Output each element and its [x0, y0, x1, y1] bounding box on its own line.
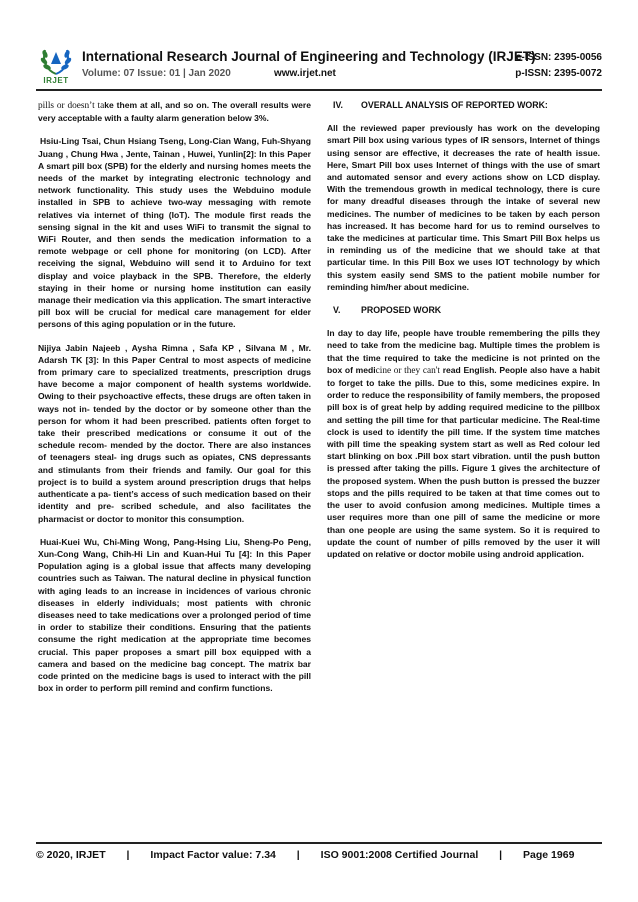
footer-separator: | [126, 849, 130, 861]
section-iv-text: All the reviewed paper previously has work on the developing smart Pill box using various types of IR sensors, Internet of things using sensor are effective, it decreases the rate of health issue. Here, Smart Pill box uses Internet of things with the use of smart and automated sensor and every actions show on LCD display. With the tremendous growth in medical technology, there is cure for many dreadful diseases through the intake of several new medicines. The number of medicines to be taken by each person has increased. It has become hard for us to remind ourselves to take the medicines at particular time. This Smart Pill Box helps us in reminding us of the medicine that we should take at that particular time. In this Pill Box we uses IOT technology by which this system easily send SMS to the patient mobile number for reminding him/her about medicine. [327, 123, 600, 292]
iso-certification: ISO 9001:2008 Certified Journal [320, 849, 479, 861]
section-v-text: In day to day life, people have trouble remembering the pills they need to take from the medicine bag. Multiple times the problem is that the time required to take the medicine is not printed on the box of medicine or they can't read English. People also have a habit to forget to take the pills. Due to this, some medicines expire. In order to reduce the responsibility of family members, the proposed pill box is of great help by adding required medicine to the pillbox and setting the pill time for that particular medicine. The Real-time clock is used to identify the pill time. If the system time matches with pill time the speaking system start as well as Red colour led start blinking on box .Pill box start vibration. until the push button is pressed after taking the pills. Figure 1 gives the architecture of the proposed system. When the push button is pressed the buzzer stops and the pills required to be taken at that time comes out to the user to avoid confusion among medicines. Multiple times a user requires more than one pill of same the medicine or more than one people are using the same system. So it is required to update the count of number of pills removed by the user it will updated on relative or doctor mobile using android application. [327, 328, 600, 559]
paragraph-ref-4: Huai-Kuei Wu, Chi-Ming Wong, Pang-Hsing Liu, Sheng-Po Peng, Xun-Cong Wang, Chih-Hi Lin and Kuan-Hui Tu [4]: In this Paper Population aging is a global issue that affects many developing countries such as Taiwan. The natural decline in physical function with aging leads to an increase in incidences of various chronic diseases in elderly individuals; most patients with chronic diseases need to take medications over a prolonged period of time in order to stabilize their conditions. Ensuring that the patients consume the right medication at the appropriate time becomes crucial. This paper proposes a smart pill box equipped with a camera and based on the medicine bag concept. The matrix bar code printed on the medicine bags is used to interact with the pill box in order to perform pill remind and confirm functions. [38, 536, 311, 694]
impact-factor: Impact Factor value: 7.34 [150, 849, 276, 861]
paragraph-continuation: pills or doesn’t take them at all, and so on. The overall results were very acceptable with a faulty alarm generation below 3%. [38, 100, 311, 124]
logo-text: IRJET [43, 76, 69, 85]
e-issn: e-ISSN: 2395-0056 [515, 52, 602, 63]
volume-issue: Volume: 07 Issue: 01 | Jan 2020 [82, 68, 231, 79]
irjet-logo [36, 44, 76, 86]
copyright: © 2020, IRJET [36, 849, 106, 861]
footer-separator: | [499, 849, 503, 861]
section-heading-v: V. PROPOSED WORK [333, 305, 442, 316]
page-footer [36, 849, 602, 861]
header-rule [36, 89, 602, 91]
page-number: Page 1969 [523, 849, 575, 861]
p-issn: p-ISSN: 2395-0072 [515, 68, 602, 79]
laurel-logo-icon [36, 44, 76, 78]
paragraph-ref-3: Nijiya Jabin Najeeb , Aysha Rimna , Safa KP , Silvana M , Mr. Adarsh TK [3]: In this Paper Central to most aspects of medicine from primary care to specialized treatments, prescription drugs have become a major component of health systems worldwide. Owing to their psychoactive effects, these drugs are often taken in ways not in- tended by the doctor or by someone other than the person for whom it had been prescribed. patients often forget to take their prescribed medications or consume it out of the schedule recom- mended by the doctor. There are also instances of teenagers steal- ing drugs such as opiates, CNS depressants and stimulants from their friends and family. Our goal for this project is to build a system around prescription drugs that helps authenticate a pa- tient’s access of such medication based on their identity and pre- scribed schedule, and also facilitates the pharmacist or doctor to monitor this consumption. [38, 342, 311, 524]
journal-title: International Research Journal of Engineering and Technology (IRJET) [82, 49, 536, 64]
footer-rule [36, 842, 602, 844]
page-header [36, 44, 602, 90]
right-column [327, 99, 600, 571]
paragraph-ref-2: Hsiu-Ling Tsai, Chun Hsiang Tseng, Long-Cian Wang, Fuh-Shyang Juang , Chung Hwa , Jente, Tainan , Huwei, Yunlin[2]: In this Paper A smart pill box (SPB) for the elderly and nursing homes meets the needs of the market by integrating electronic technology and network functionality. This study uses the Webduino module installed in SPB to achieve two-way messaging with remote relatives via internet of thing (IoT). The module first reads the sensing signal in the kit and uses WiFi to transmit the signal to WiFi Router, and then sends the medication information to a remote webpage or cell phone for monitoring (on LCD). After receiving the signal, Webduino will send it to Arduino for text display and voice playback in the SPB. Therefore, the elderly staying in their home or nursing home institution can easily manage their medication via this application. The smart interactive pill box will be crucial for medical care management for elder persons of this aging population or in the future. [38, 136, 311, 330]
footer-separator: | [296, 849, 300, 861]
journal-website-link[interactable]: www.irjet.net [274, 68, 336, 79]
left-column [38, 99, 311, 705]
section-heading-iv: IV. OVERALL ANALYSIS OF REPORTED WORK: [333, 100, 548, 110]
